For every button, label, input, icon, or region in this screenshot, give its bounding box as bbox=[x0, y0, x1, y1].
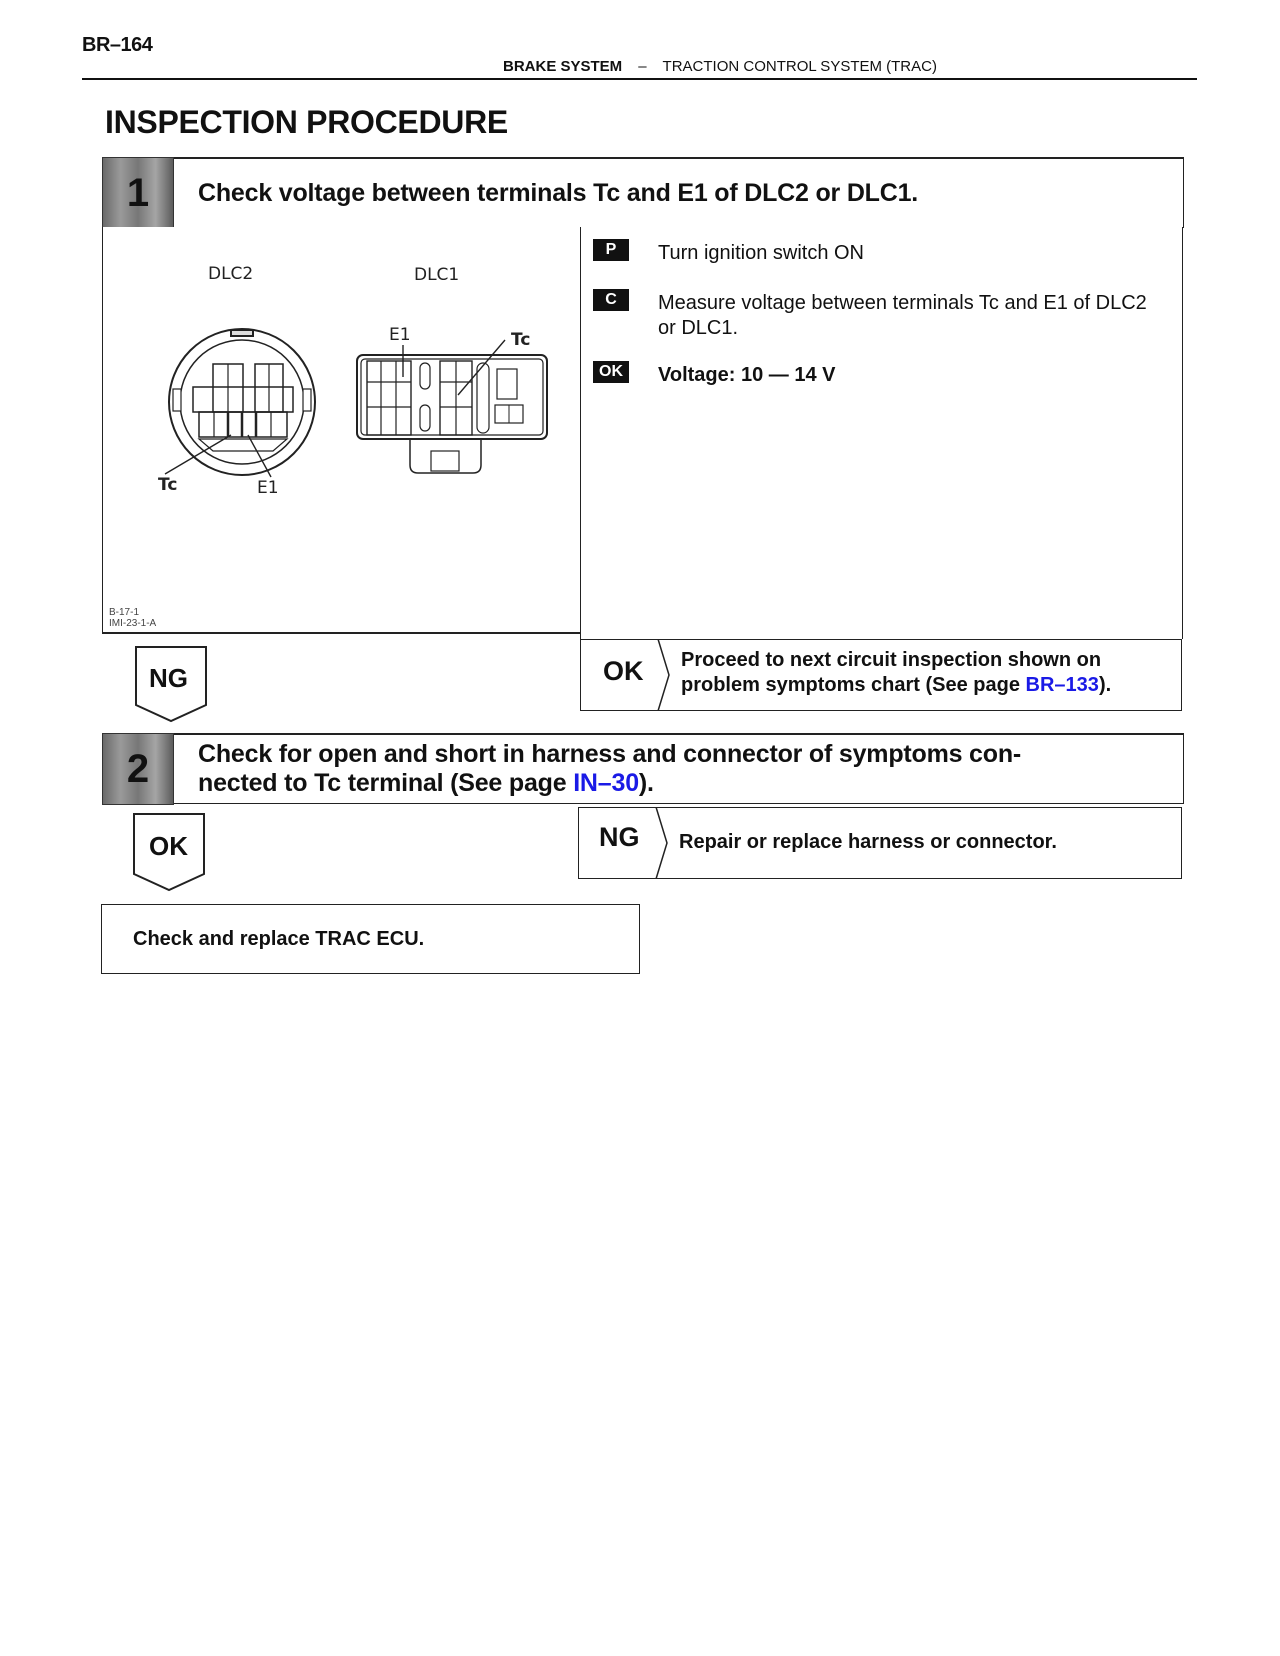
step-1-ok-line-2-prefix: problem symptoms chart (See page bbox=[681, 674, 1026, 696]
step-2-number: 2 bbox=[102, 733, 174, 805]
figure-ref-2: IMI-23-1-A bbox=[109, 618, 157, 629]
step-2-header bbox=[102, 733, 1184, 804]
check-instruction-line-2: or DLC1. bbox=[658, 317, 739, 339]
step-2-heading-line-1: Check for open and short in harness and connector of symptoms con- bbox=[198, 740, 1022, 768]
check-badge: C bbox=[593, 289, 629, 311]
step-1-ok-line-2-suffix: ). bbox=[1098, 674, 1112, 696]
chevron-right-icon bbox=[657, 639, 671, 711]
connector-diagram-panel bbox=[102, 227, 582, 634]
step-1-number: 1 bbox=[102, 157, 174, 229]
chevron-right-icon bbox=[655, 807, 669, 879]
section-header bbox=[0, 58, 1280, 75]
step-1-heading: Check voltage between terminals Tc and E1 of DLC2 or DLC1. bbox=[198, 179, 919, 207]
prep-badge: P bbox=[593, 239, 629, 261]
final-action-text: Check and replace TRAC ECU. bbox=[133, 928, 425, 950]
step-1-ok-text bbox=[681, 648, 1111, 698]
step-2-ng-result bbox=[578, 807, 1182, 879]
step-2-heading-line-2-prefix: nected to Tc terminal (See page bbox=[198, 769, 574, 797]
step-2-heading-line-2 bbox=[198, 769, 1021, 798]
subsystem-name: TRACTION CONTROL SYSTEM (TRAC) bbox=[662, 58, 937, 75]
step-1-ok-code: OK bbox=[603, 656, 644, 686]
dlc1-label: DLC1 bbox=[414, 265, 460, 285]
page-link-in-30[interactable]: IN–30 bbox=[573, 769, 639, 797]
step-2-ng-code: NG bbox=[599, 822, 640, 852]
step-1-ok-line-1: Proceed to next circuit inspection shown on bbox=[681, 649, 1102, 671]
step-2-heading bbox=[198, 740, 1021, 798]
check-instruction bbox=[658, 291, 1147, 341]
page-number: BR–164 bbox=[82, 34, 153, 56]
header-rule bbox=[82, 78, 1197, 80]
page-title: INSPECTION PROCEDURE bbox=[105, 104, 508, 140]
dlc2-label: DLC2 bbox=[208, 264, 254, 284]
system-name: BRAKE SYSTEM bbox=[503, 58, 623, 75]
step-1-ng-label: NG bbox=[149, 663, 188, 693]
step-1-ok-result bbox=[580, 639, 1182, 711]
step-1-instructions bbox=[580, 227, 1183, 639]
prep-instruction: Turn ignition switch ON bbox=[658, 242, 864, 264]
header-separator: – bbox=[638, 58, 647, 75]
page-link-br-133[interactable]: BR–133 bbox=[1025, 674, 1099, 696]
dlc2-connector-drawing bbox=[165, 329, 315, 477]
step-2-heading-line-2-suffix: ). bbox=[638, 769, 654, 797]
ok-spec: Voltage: 10 — 14 V bbox=[658, 364, 836, 386]
figure-reference bbox=[109, 607, 156, 629]
dlc2-tc-label: Tc bbox=[158, 475, 178, 495]
connector-diagram bbox=[103, 227, 581, 632]
dlc1-connector-drawing bbox=[357, 340, 547, 473]
figure-ref-1: B-17-1 bbox=[109, 607, 140, 618]
step-1-ok-line-2 bbox=[681, 673, 1111, 698]
check-instruction-line-1: Measure voltage between terminals Tc and E1 of DLC2 bbox=[658, 292, 1147, 314]
ok-badge: OK bbox=[593, 361, 629, 383]
step-2-ok-label: OK bbox=[149, 831, 188, 861]
final-action-box bbox=[101, 904, 640, 974]
step-2-ng-text: Repair or replace harness or connector. bbox=[679, 831, 1057, 853]
dlc2-e1-label: E1 bbox=[257, 478, 279, 498]
step-1-header bbox=[102, 157, 1184, 228]
dlc1-tc-label: Tc bbox=[511, 330, 531, 350]
dlc1-e1-label: E1 bbox=[389, 325, 411, 345]
